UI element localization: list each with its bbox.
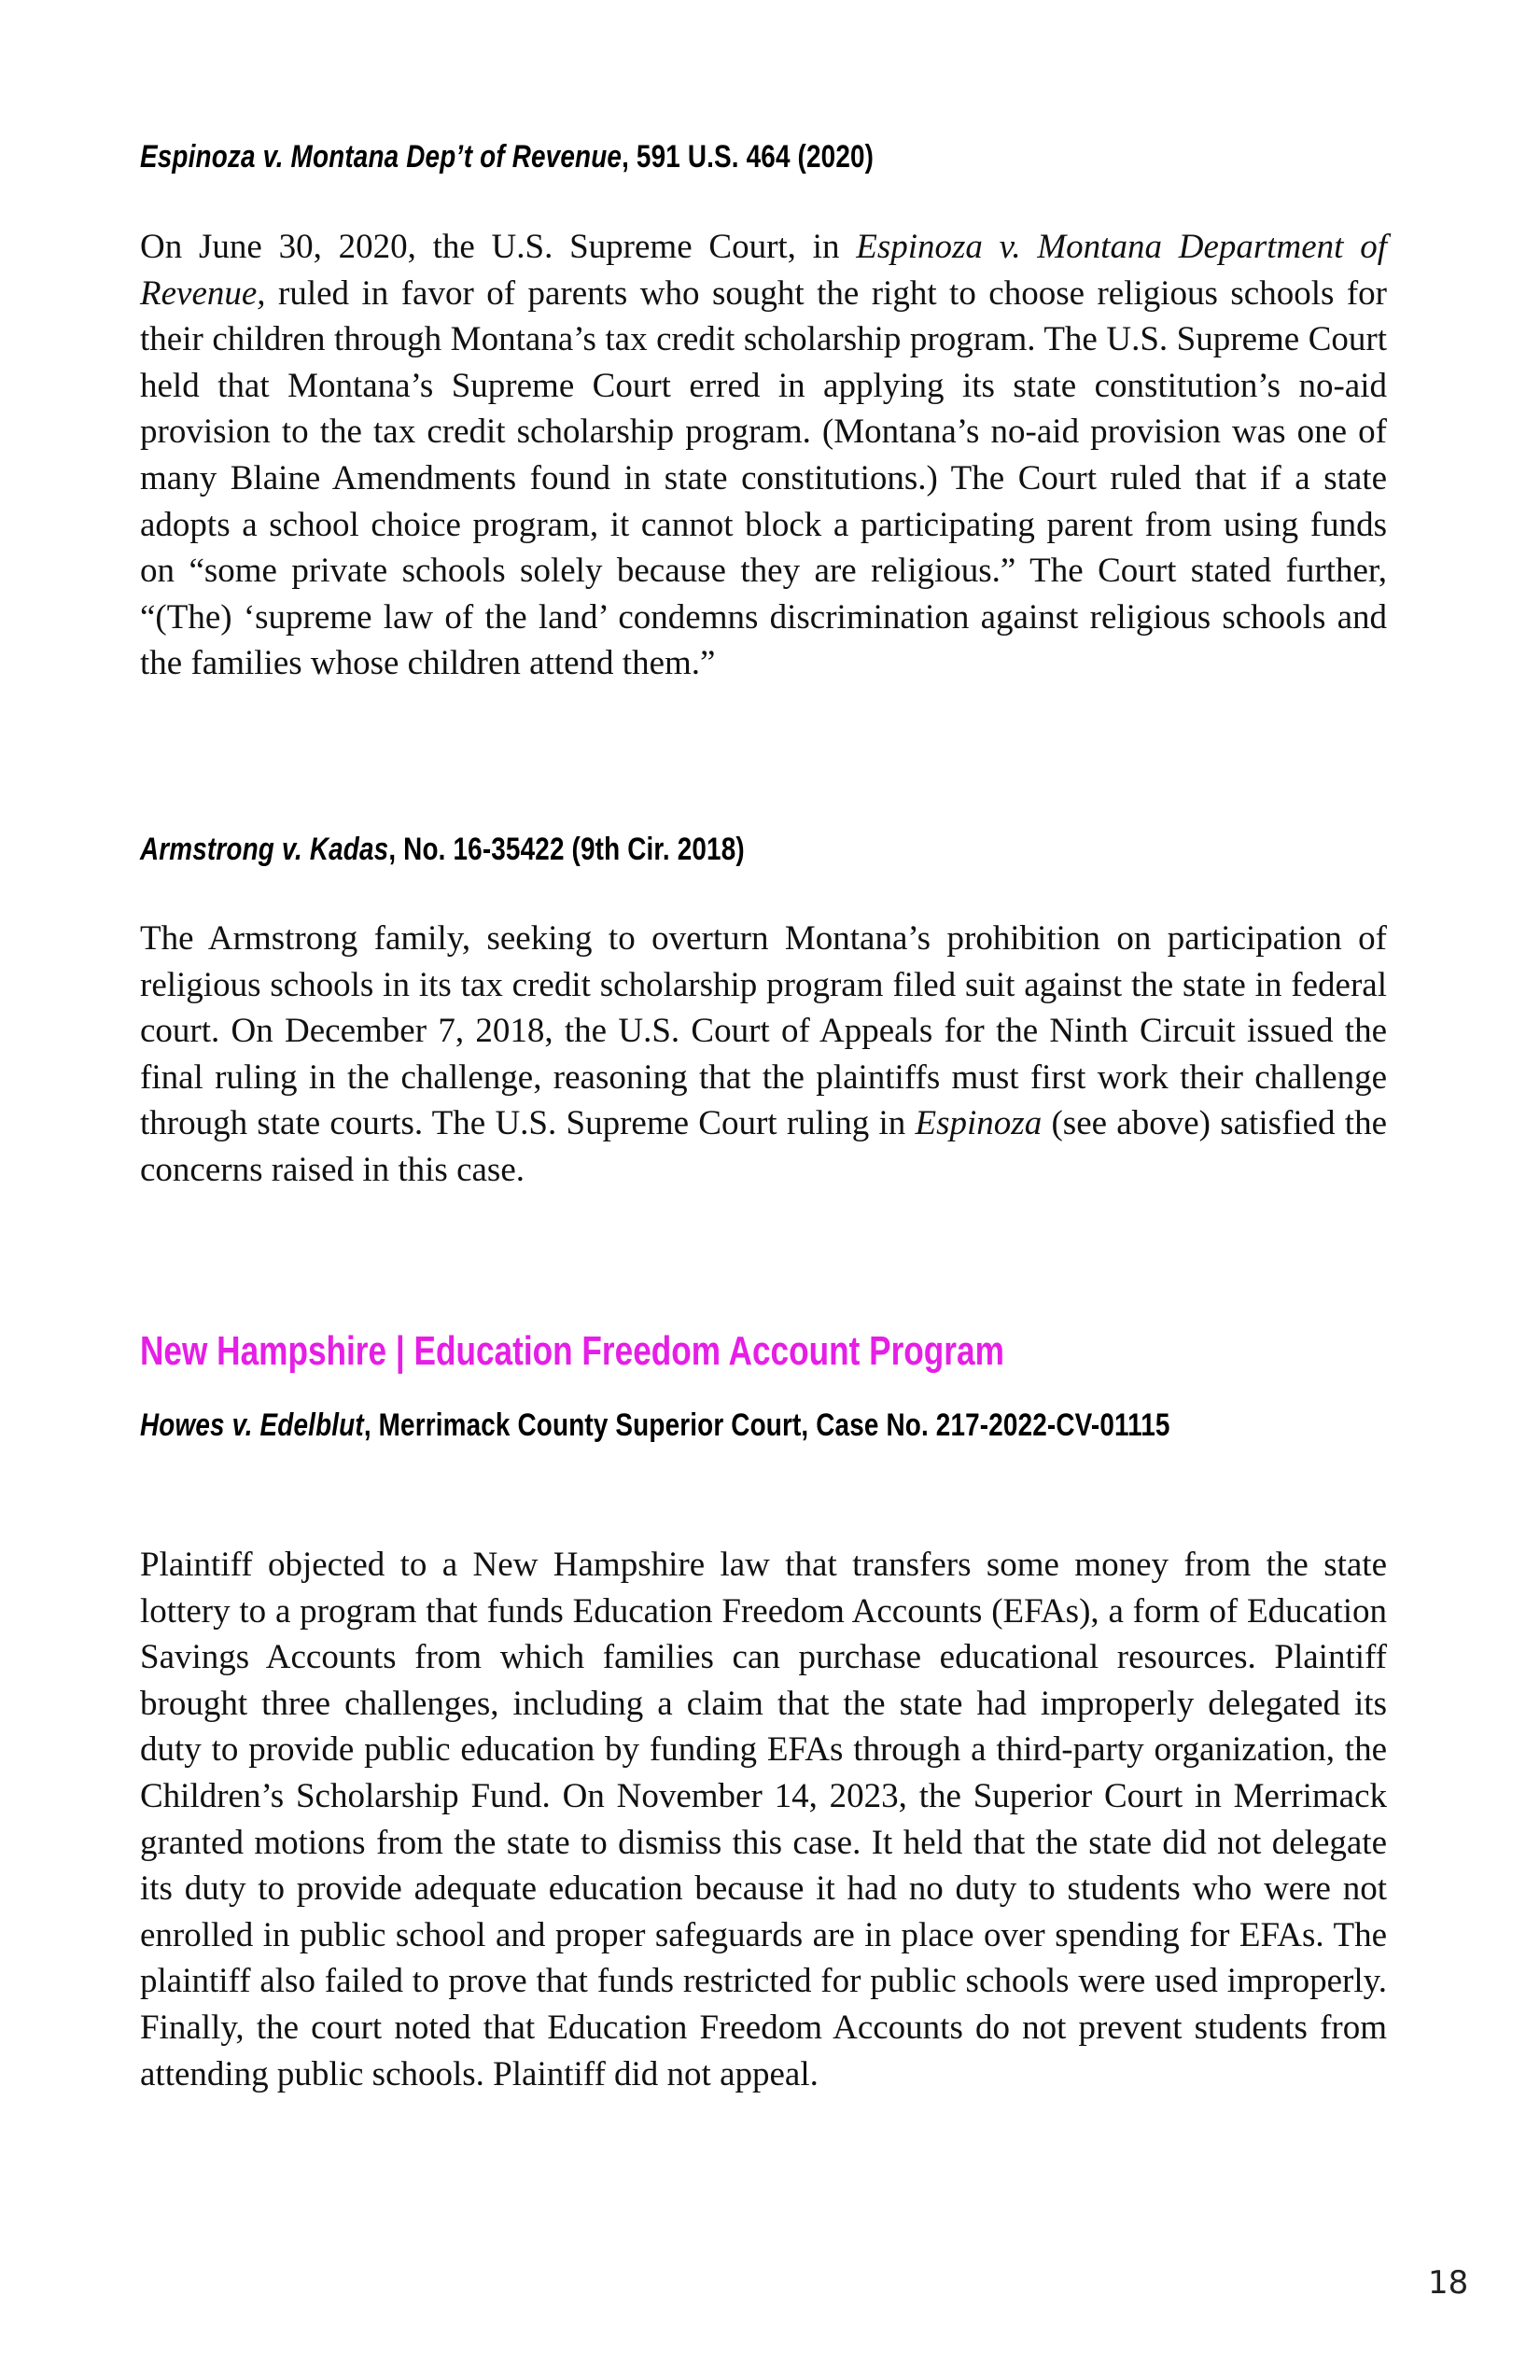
- summary-case-reference: Espinoza: [915, 1104, 1043, 1143]
- case-summary-armstrong: [140, 916, 1387, 1194]
- case-citation: , Merrimack County Superior Court, Case No. 217-2022-CV-01115: [363, 1407, 1170, 1443]
- summary-text: ruled in favor of parents who sought the right to choose religious schools for their children through Montana’s tax credit scholarship program. The U.S. Supreme Court held that Montana’s Supreme Court erred in applying its state constitution’s no-aid provision to the tax credit scholarship program. (Montana’s no-aid provision was one of many Blaine Amendments found in state constitutions.) The Court ruled that if a state adopts a school choice program, it cannot block a participating parent from using funds on “some private schools solely because they are religious.” The Court stated further, “(The) ‘supreme law of the land’ condemns discrimination against religious schools and the families whose children attend them.”: [140, 273, 1387, 683]
- summary-text: (see above) satisfied the concerns raised in this case.: [140, 1104, 1387, 1189]
- case-heading-armstrong: [140, 826, 1388, 873]
- case-citation: , 591 U.S. 464 (2020): [622, 139, 875, 175]
- page-number: 18: [1428, 2264, 1469, 2302]
- case-heading-howes: [140, 1402, 1388, 1449]
- case-name: Espinoza v. Montana Dep’t of Revenue: [140, 139, 623, 175]
- case-heading-espinoza: [140, 133, 1388, 180]
- case-name: Howes v. Edelblut: [140, 1407, 364, 1443]
- case-summary-espinoza: [140, 224, 1387, 687]
- case-citation: , No. 16-35422 (9th Cir. 2018): [388, 832, 745, 867]
- case-name: Armstrong v. Kadas: [140, 832, 389, 867]
- summary-text: On June 30, 2020, the U.S. Supreme Court, in: [140, 228, 857, 266]
- case-summary-howes: Plaintiff objected to a New Hampshire law that transfers some money from the state lottery to a program that funds Education Freedom Accounts (EFAs), a form of Education Savings Accounts from which families can purchase educational resources. Plaintiff brought three challenges, including a claim that the state had improperly delegated its duty to provide public education by funding EFAs through a third-party organization, the Children’s Scholarship Fund. On November 14, 2023, the Superior Court in Merrimack granted motions from the state to dismiss this case. It held that the state did not delegate its duty to provide adequate education because it had no duty to students who were not enrolled in public school and proper safeguards are in place over spending for EFAs. The plaintiff also failed to prove that funds restricted for public schools were used improperly. Finally, the court noted that Education Freedom Accounts do not prevent students from attending public schools. Plaintiff did not appeal.: [140, 1546, 1387, 2093]
- summary-case-name: Espinoza v. Montana Department of Revenue,: [140, 228, 1388, 313]
- summary-text: The Armstrong family, seeking to overturn Montana’s prohibition on participation of religious schools in its tax credit scholarship program filed suit against the state in federal court. On December 7, 2018, the U.S. Court of Appeals for the Ninth Circuit issued the final ruling in the challenge, reasoning that the plaintiffs must first work their challenge through state courts. The U.S. Supreme Court ruling in: [140, 919, 1387, 1143]
- section-title-new-hampshire: New Hampshire | Education Freedom Account Program: [140, 1328, 1004, 1374]
